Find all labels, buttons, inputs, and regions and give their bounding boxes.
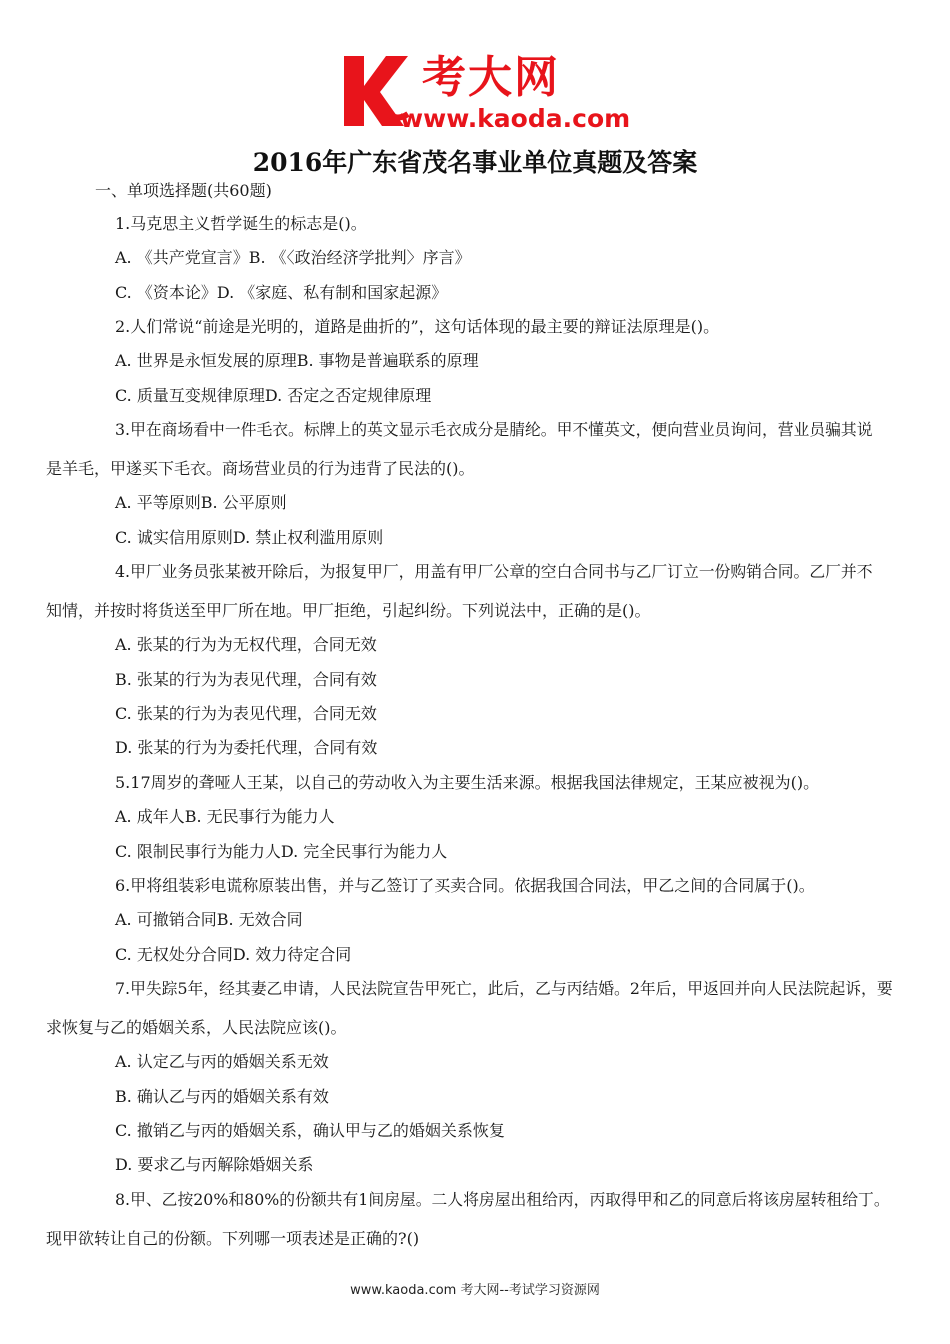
option-line: A. 可撤销合同B. 无效合同 xyxy=(115,910,303,929)
question-1: 1.马克思主义哲学诞生的标志是()。 xyxy=(115,214,367,233)
question-2: 2.人们常说“前途是光明的，道路是曲折的”，这句话体现的最主要的辩证法原理是()。 xyxy=(115,317,720,336)
question-4: 4.甲厂业务员张某被开除后，为报复甲厂，用盖有甲厂公章的空白合同书与乙厂订立一份购销合同。乙厂并不 xyxy=(115,562,873,581)
option-line: A. 张某的行为为无权代理，合同无效 xyxy=(115,635,377,654)
question-7: 7.甲失踪5年，经其妻乙申请，人民法院宣告甲死亡，此后，乙与丙结婚。2年后，甲返回并向人民法院起诉，要 xyxy=(115,979,893,998)
question-4-cont: 知情，并按时将货送至甲厂所在地。甲厂拒绝，引起纠纷。下列说法中，正确的是()。 xyxy=(46,601,651,620)
option-line: D. 张某的行为为委托代理，合同有效 xyxy=(115,738,378,757)
option-line: C. 《资本论》D. 《家庭、私有制和国家起源》 xyxy=(115,283,448,302)
question-5: 5.17周岁的聋哑人王某，以自己的劳动收入为主要生活来源。根据我国法律规定，王某应被视为()。 xyxy=(115,773,820,792)
kaoda-logo xyxy=(338,50,658,140)
option-line: C. 张某的行为为表见代理，合同无效 xyxy=(115,704,377,723)
logo-text-cn: 考大网 xyxy=(422,52,560,103)
question-6: 6.甲将组装彩电谎称原装出售，并与乙签订了买卖合同。依据我国合同法，甲乙之间的合同属于()。 xyxy=(115,876,815,895)
option-line: C. 质量互变规律原理D. 否定之否定规律原理 xyxy=(115,386,432,405)
option-line: A. 成年人B. 无民事行为能力人 xyxy=(115,807,335,826)
option-line: C. 限制民事行为能力人D. 完全民事行为能力人 xyxy=(115,842,448,861)
option-line: A. 平等原则B. 公平原则 xyxy=(115,493,287,512)
page-footer: www.kaoda.com 考大网--考试学习资源网 xyxy=(350,1283,600,1298)
logo-url: www.kaoda.com xyxy=(400,104,631,133)
option-line: A. 《共产党宣言》B. 《〈政治经济学批判〉序言》 xyxy=(115,248,471,267)
option-line: C. 无权处分合同D. 效力待定合同 xyxy=(115,945,352,964)
option-line: D. 要求乙与丙解除婚姻关系 xyxy=(115,1155,314,1174)
question-3: 3.甲在商场看中一件毛衣。标牌上的英文显示毛衣成分是腈纶。甲不懂英文，便向营业员询问，营业员骗其说 xyxy=(115,420,873,439)
option-line: B. 确认乙与丙的婚姻关系有效 xyxy=(115,1087,329,1106)
section-heading: 一、单项选择题(共60题) xyxy=(95,181,272,200)
option-line: B. 张某的行为为表见代理，合同有效 xyxy=(115,670,377,689)
page-title: 2016年广东省茂名事业单位真题及答案 xyxy=(252,148,698,177)
question-3-cont: 是羊毛，甲遂买下毛衣。商场营业员的行为违背了民法的()。 xyxy=(46,459,475,478)
option-line: C. 诚实信用原则D. 禁止权利滥用原则 xyxy=(115,528,384,547)
option-line: A. 世界是永恒发展的原理B. 事物是普遍联系的原理 xyxy=(115,351,479,370)
option-line: A. 认定乙与丙的婚姻关系无效 xyxy=(115,1052,329,1071)
question-7-cont: 求恢复与乙的婚姻关系，人民法院应该()。 xyxy=(46,1018,347,1037)
option-line: C. 撤销乙与丙的婚姻关系，确认甲与乙的婚姻关系恢复 xyxy=(115,1121,505,1140)
question-8-cont: 现甲欲转让自己的份额。下列哪一项表述是正确的?() xyxy=(46,1229,420,1248)
question-8: 8.甲、乙按20%和80%的份额共有1间房屋。二人将房屋出租给丙，丙取得甲和乙的同意后将该房屋转租给丁。 xyxy=(115,1190,890,1209)
